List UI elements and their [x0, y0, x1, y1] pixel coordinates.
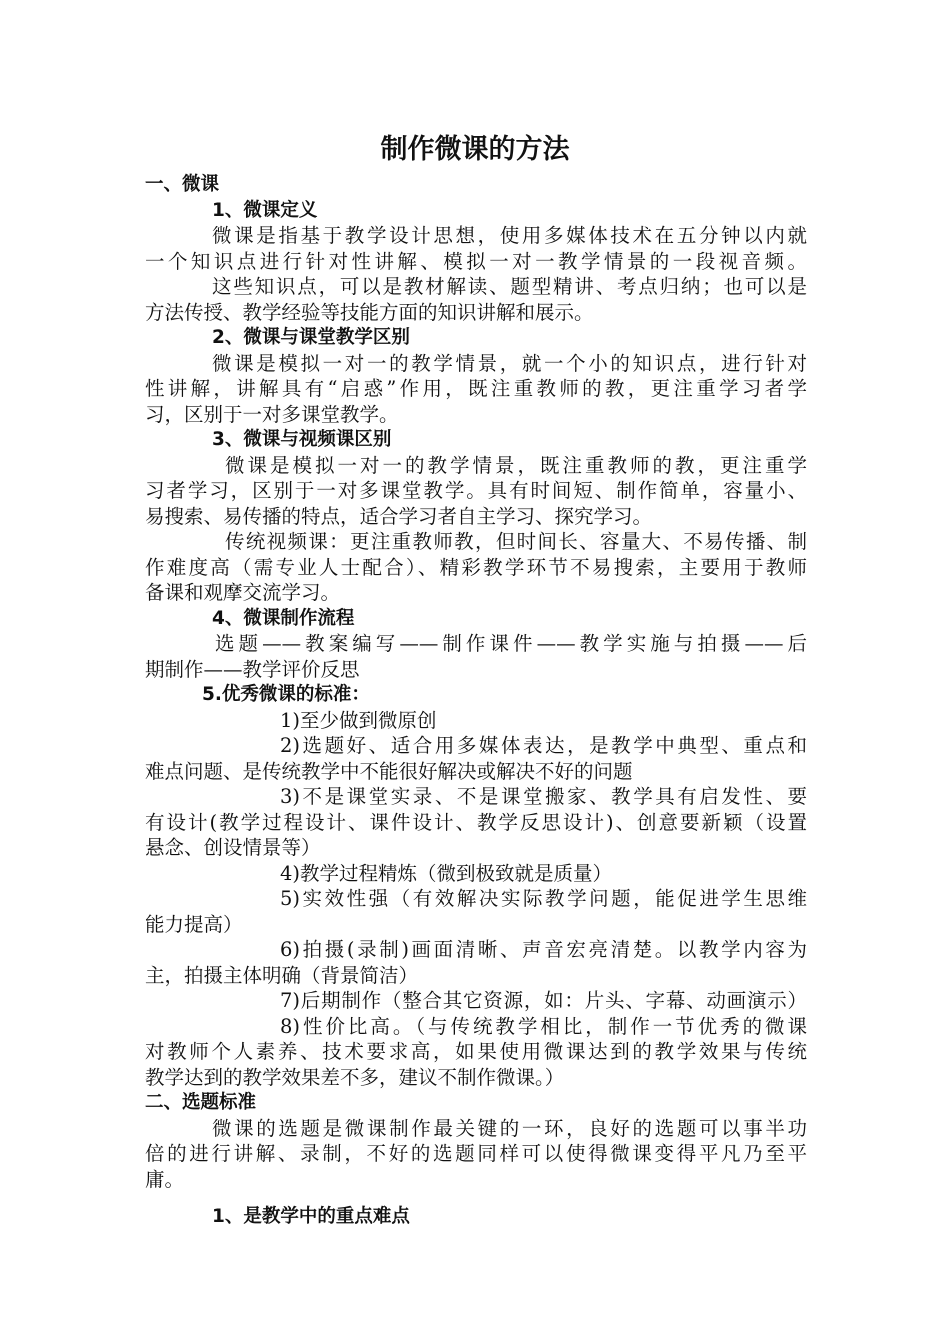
- list-item: 1)至少做到微原创: [280, 708, 437, 732]
- list-item: 5)实效性强（有效解决实际教学问题，能促进学生思维: [280, 887, 807, 910]
- paragraph-line: 习，区别于一对多课堂教学。: [145, 402, 399, 426]
- paragraph-line: 微课是模拟一对一的教学情景，既注重教师的教，更注重学: [225, 453, 807, 477]
- list-item-continued: 能力提高）: [145, 912, 243, 936]
- subsection-heading: 5.优秀微课的标准：: [202, 684, 370, 705]
- document-title: 制作微课的方法: [380, 134, 570, 165]
- paragraph-line: 作难度高（需专业人士配合）、精彩教学环节不易搜索，主要用于教师: [145, 555, 807, 579]
- subsection-heading: 4、微课制作流程: [212, 607, 355, 629]
- subsection-heading: 1、微课定义: [212, 199, 318, 221]
- paragraph-line: 微课是模拟一对一的教学情景，就一个小的知识点，进行针对: [212, 351, 807, 375]
- list-item: 6)拍摄(录制)画面清晰、声音宏亮清楚。以教学内容为: [280, 938, 807, 961]
- list-item: 2)选题好、适合用多媒体表达，是教学中典型、重点和: [280, 734, 807, 757]
- paragraph-line: 习者学习，区别于一对多课堂教学。具有时间短、制作简单，容量小、: [145, 479, 807, 502]
- list-item: 7)后期制作（整合其它资源，如：片头、字幕、动画演示）: [280, 989, 807, 1012]
- subsection-heading: 1、是教学中的重点难点: [212, 1206, 410, 1227]
- paragraph-line: 方法传授、教学经验等技能方面的知识讲解和展示。: [145, 300, 594, 324]
- section-heading: 一、微课: [145, 174, 220, 195]
- paragraph-line: 倍的进行讲解、录制，不好的选题同样可以使得微课变得平凡乃至平: [145, 1142, 807, 1165]
- document-body: [145, 172, 807, 1230]
- list-item-continued: 教学达到的教学效果差不多，建议不制作微课。）: [145, 1065, 565, 1089]
- paragraph-line: 传统视频课：更注重教师教，但时间长、容量大、不易传播、制: [225, 530, 807, 553]
- paragraph-line: 选题——教案编写——制作课件——教学实施与拍摄——后: [215, 632, 807, 655]
- list-item: 4)教学过程精炼（微到极致就是质量）: [280, 861, 613, 885]
- subsection-heading: 3、微课与视频课区别: [212, 429, 392, 450]
- list-item: 3)不是课堂实录、不是课堂搬家、教学具有启发性、要: [280, 785, 807, 808]
- paragraph-line: 易搜索、易传播的特点，适合学习者自主学习、探究学习。: [145, 504, 653, 528]
- paragraph-line: 这些知识点，可以是教材解读、题型精讲、考点归纳；也可以是: [212, 275, 807, 298]
- paragraph-line: 备课和观摩交流学习。: [145, 581, 341, 604]
- spacer: [145, 1192, 807, 1204]
- list-item-continued: 有设计(教学过程设计、课件设计、教学反思设计)、创意要新颖（设置: [145, 810, 807, 834]
- paragraph-line: 性讲解，讲解具有“启惑”作用，既注重教师的教，更注重学习者学: [145, 377, 807, 400]
- list-item: 8)性价比高。（与传统教学相比，制作一节优秀的微课: [280, 1014, 807, 1038]
- subsection-heading: 2、微课与课堂教学区别: [212, 327, 410, 348]
- paragraph-line: 一个知识点进行针对性讲解、模拟一对一教学情景的一段视音频。: [145, 249, 807, 273]
- list-item-continued: 悬念、创设情景等）: [145, 836, 321, 859]
- list-item-continued: 难点问题、是传统教学中不能很好解决或解决不好的问题: [145, 759, 633, 783]
- paragraph-line: 微课的选题是微课制作最关键的一环，良好的选题可以事半功: [212, 1116, 807, 1140]
- paragraph-line: 微课是指基于教学设计思想，使用多媒体技术在五分钟以内就: [212, 224, 807, 247]
- paragraph-line: 庸。: [145, 1167, 185, 1191]
- section-heading: 二、选题标准: [145, 1092, 257, 1113]
- paragraph-line: 期制作——教学评价反思: [145, 657, 360, 681]
- list-item-continued: 主，拍摄主体明确（背景简洁）: [145, 963, 419, 987]
- list-item-continued: 对教师个人素养、技术要求高，如果使用微课达到的教学效果与传统: [145, 1040, 807, 1063]
